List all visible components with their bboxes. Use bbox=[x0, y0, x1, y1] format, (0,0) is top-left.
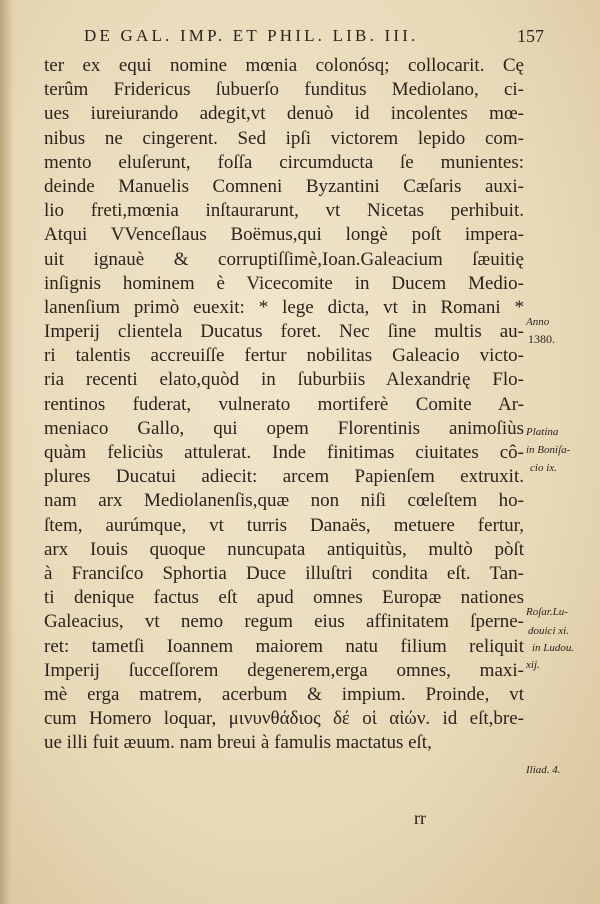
text-line: Atqui VVenceſlaus Boëmus,qui longè poſt impera- bbox=[44, 224, 524, 246]
text-line: Imperij ſucceſſorem degenerem,erga omnes, maxi- bbox=[44, 659, 524, 681]
signature-mark: rr bbox=[414, 808, 426, 828]
text-line: rentinos fuderat, vulnerato mortiferè Comite Ar- bbox=[44, 393, 524, 415]
body-text bbox=[44, 54, 524, 755]
text-line: lanenſium primò euexit: * lege dicta, vt in Romani * bbox=[44, 296, 524, 318]
text-line: ue illi fuit æuum. nam breui à famulis mactatus eſt, bbox=[44, 732, 432, 754]
text-line: Imperij clientela Ducatus foret. Nec ſine multis au- bbox=[44, 321, 524, 343]
text-line: terûm Fridericus ſubuerſo funditus Mediolano, ci- bbox=[44, 79, 524, 101]
text-line: ria recenti elato,quòd in ſuburbiis Alexandrię Flo- bbox=[44, 369, 524, 391]
page-header bbox=[84, 26, 544, 50]
text-line: à Franciſco Sphortia Duce illuſtri condita eſt. Tan- bbox=[44, 562, 524, 584]
text-line: ues iureiurando adegit,vt denuò id incolentes mœ- bbox=[44, 103, 524, 125]
margin-note: cio ix. bbox=[530, 462, 557, 474]
margin-note: douici xi. bbox=[528, 625, 569, 637]
margin-note: in Ludou. bbox=[532, 642, 575, 654]
text-line: ſtem, aurúmque, vt turris Danaës, metuere fertur, bbox=[44, 514, 524, 536]
text-line: quàm feliciùs attulerat. Inde finitimas ciuitates cô- bbox=[44, 442, 524, 463]
text-line: uit ignauè & corruptiſſimè,Ioan.Galeacium ſæuitię bbox=[44, 248, 524, 270]
text-line: deinde Manuelis Comneni Byzantini Cæſaris auxi- bbox=[44, 175, 524, 197]
page-number: 157 bbox=[517, 26, 544, 46]
margin-note: xij. bbox=[526, 659, 540, 671]
text-line: arx Iouis quoque nuncupata antiquitùs, multò pòſt bbox=[44, 538, 524, 560]
text-line: ri talentis accreuiſſe fertur nobilitas Galeacio victo- bbox=[44, 345, 524, 367]
text-line: mento eluſerunt, foſſa circumducta ſe munientes: bbox=[44, 151, 524, 173]
margin-note: 1380. bbox=[528, 332, 555, 346]
margin-note: Anno bbox=[526, 316, 550, 328]
page-gutter-shadow bbox=[0, 0, 14, 904]
text-line: meniaco Gallo, qui opem Florentinis animoſiùs bbox=[44, 417, 524, 439]
text-line: ter ex equi nomine mœnia colonósq; collocarit. Cę bbox=[44, 55, 524, 76]
running-title: DE GAL. IMP. ET PHIL. LIB. III. bbox=[84, 26, 419, 45]
text-line: plures Ducatui adiecit: arcem Papienſem extruxit. bbox=[44, 466, 524, 488]
text-line: nibus ne cingerent. Sed ipſi victorem lepido com- bbox=[44, 127, 524, 149]
text-line: lio freti,mœnia inſtaurarunt, vt Nicetas perhibuit. bbox=[44, 200, 524, 222]
margin-note: Roſar.Lu- bbox=[526, 606, 568, 618]
text-line: nam arx Mediolanenſis,quæ non niſi cœleſtem ho- bbox=[44, 490, 524, 512]
text-line: inſignis hominem è Vicecomite in Ducem Medio- bbox=[44, 272, 524, 294]
text-line: cum Homero loquar, μινυνθάδιος δέ οἱ αἰών. id eſt,bre- bbox=[44, 708, 524, 730]
text-line: mè erga matrem, acerbum & impium. Proinde, vt bbox=[44, 683, 524, 705]
margin-note: in Boniſa- bbox=[526, 444, 571, 456]
text-line: ti denique factus eſt apud omnes Europæ nationes bbox=[44, 587, 524, 609]
text-line: ret: tametſi Ioannem maiorem natu filium reliquit bbox=[44, 635, 524, 657]
margin-note: Iliad. 4. bbox=[526, 764, 561, 776]
text-line: Galeacius, vt nemo regum eius affinitatem ſperne- bbox=[44, 611, 524, 633]
margin-note: Platina bbox=[526, 426, 559, 438]
